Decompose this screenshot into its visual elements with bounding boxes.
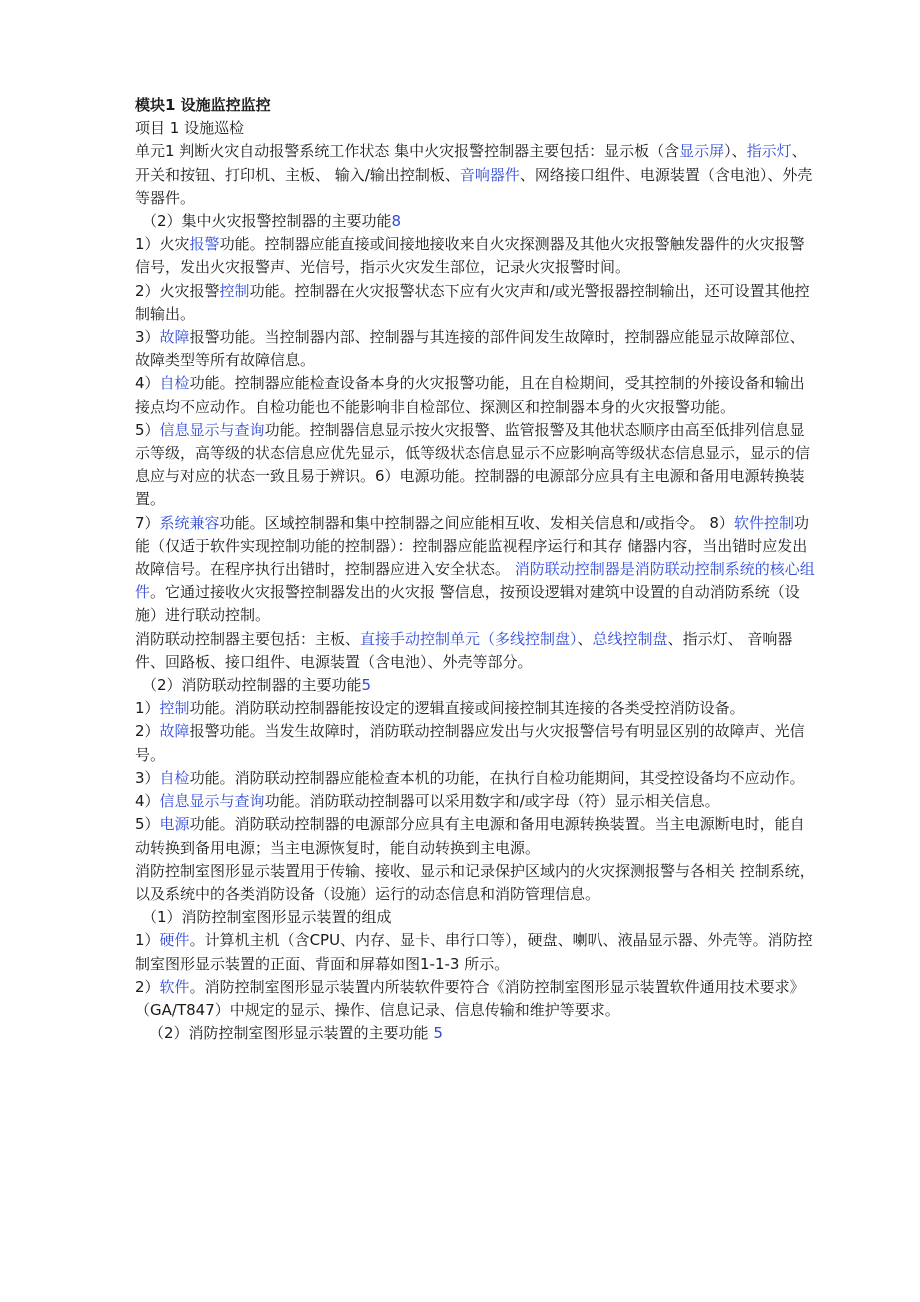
- text-run: 4）: [135, 792, 160, 811]
- highlighted-term: 硬件: [159, 931, 190, 950]
- text-run: 功能。区域控制器和集中控制器之间应能相互收、发相关信息和/或指令。 8）: [219, 513, 734, 532]
- text-run: 。消防控制室图形显示装置内所装软件要符合《消防控制室图形显示装置软件通用技术要求》（GA/T847）中规定的显示、操作、信息记录、信息传输和维护等要求。: [135, 977, 805, 1019]
- highlighted-term: 自检: [159, 768, 190, 787]
- paragraph: [135, 512, 815, 628]
- paragraph: [135, 697, 815, 720]
- text-run: 功能。消防联动控制器能按设定的逻辑直接或间接控制其连接的各类受控消防设备。: [189, 699, 745, 718]
- highlighted-term: 控制: [219, 281, 250, 300]
- paragraph: [135, 906, 815, 929]
- text-run: 项目 1 设施巡检: [135, 119, 245, 138]
- highlighted-term: 5: [361, 676, 372, 695]
- paragraph: [135, 976, 815, 1022]
- text-run: 报警功能。当控制器内部、控制器与其连接的部件间发生故障时，控制器应能显示故障部位、故障类型等所有故障信息。: [135, 328, 805, 370]
- paragraph: [135, 860, 815, 906]
- paragraph: [135, 372, 815, 418]
- highlighted-term: 总线控制盘: [592, 629, 668, 648]
- highlighted-term: 软件: [159, 977, 190, 996]
- highlighted-term: 直接手动控制单元（多线控制盘）: [360, 629, 578, 648]
- highlighted-term: 故障: [159, 722, 190, 741]
- highlighted-term: 软件控制: [733, 513, 794, 532]
- paragraph: [135, 94, 815, 117]
- text-run: 功能。消防联动控制器可以采用数字和/或字母（符）显示相关信息。: [264, 792, 720, 811]
- text-run: 消防联动控制器主要包括：主板、: [135, 629, 361, 648]
- text-run: 2）: [135, 722, 160, 741]
- text-run: 功能。控制器应能检查设备本身的火灾报警功能，且在自检期间，受其控制的外接设备和输出接点均不应动作。自检功能也不能影响非自检部位、探测区和控制器本身的火灾报警功能。: [135, 374, 805, 416]
- text-run: 3）: [135, 768, 160, 787]
- paragraph: [135, 813, 815, 859]
- highlighted-term: 电源: [159, 815, 190, 834]
- text-run: 、: [577, 629, 593, 648]
- text-run: （2）集中火灾报警控制器的主要功能: [142, 212, 392, 231]
- text-run: （1）消防控制室图形显示装置的组成: [142, 908, 392, 927]
- text-run: 5）: [135, 420, 160, 439]
- text-run: 消防控制室图形显示装置用于传输、接收、显示和记录保护区域内的火灾探测报警与各相关 控制系统，以及系统中的各类消防设备（设施）运行的动态信息和消防管理信息。: [135, 861, 815, 903]
- text-run: 功能（仅适于软件实现控制功能的控制器）：控制器应能监视程序运行和其存 储器内容，当出错时应发出故障信号。在程序执行出错时，控制器应进入安全状态。: [135, 513, 809, 579]
- highlighted-term: 消防联动控制器是消防联动控制系统的核心组件: [135, 560, 815, 602]
- text-run: ）、: [724, 142, 747, 161]
- highlighted-term: 信息显示与查询: [159, 420, 265, 439]
- document-body: [135, 94, 815, 1045]
- highlighted-term: 报警: [189, 235, 220, 254]
- text-run: 、指示灯、 音响器件、回路板、接口组件、电源装置（含电池）、外壳等部分。: [135, 629, 793, 671]
- text-run: （2）消防联动控制器的主要功能: [142, 676, 362, 695]
- highlighted-term: 自检: [159, 374, 190, 393]
- paragraph: [135, 140, 815, 210]
- paragraph: [135, 280, 815, 326]
- highlighted-term: 指示灯: [746, 142, 792, 161]
- text-run: 单元1 判断火灾自动报警系统工作状态 集中火灾报警控制器主要包括：显示板（含: [135, 142, 680, 161]
- text-run: 1）火灾: [135, 235, 190, 254]
- highlighted-term: 5: [433, 1024, 443, 1043]
- text-run: 1）: [135, 699, 160, 718]
- text-run: 5）: [135, 815, 160, 834]
- text-run: 2）火灾报警: [135, 281, 220, 300]
- highlighted-term: 8: [391, 212, 402, 231]
- text-run: 功能。消防联动控制器的电源部分应具有主电源和备用电源转换装置。当主电源断电时，能自动转换到备用电源；当主电源恢复时，能自动转换到主电源。: [135, 815, 805, 857]
- paragraph: [135, 929, 815, 975]
- paragraph: [135, 326, 815, 372]
- text-run: （2）消防控制室图形显示装置的主要功能: [149, 1024, 434, 1043]
- text-run: 。计算机主机（含CPU、内存、显卡、串行口等），硬盘、喇叭、液晶显示器、外壳等。消防控制室图形显示装置的正面、背面和屏幕如图1-1-3 所示。: [135, 931, 813, 973]
- highlighted-term: 显示屏: [679, 142, 725, 161]
- highlighted-term: 故障: [159, 328, 190, 347]
- highlighted-term: 控制: [159, 699, 190, 718]
- paragraph: [135, 628, 815, 674]
- text-run: 模块1 设施监控监控: [135, 96, 271, 114]
- highlighted-term: 音响器件: [459, 165, 520, 184]
- paragraph: [135, 790, 815, 813]
- text-run: 功能。控制器在火灾报警状态下应有火灾声和/或光警报器控制输出，还可设置其他控制输出。: [135, 281, 810, 323]
- text-run: 报警功能。当发生故障时，消防联动控制器应发出与火灾报警信号有明显区别的故障声、光信号。: [135, 722, 805, 764]
- text-run: 7）: [135, 513, 160, 532]
- paragraph: [135, 674, 815, 697]
- paragraph: [135, 233, 815, 279]
- paragraph: [135, 1022, 815, 1045]
- text-run: 。它通过接收火灾报警控制器发出的火灾报 警信息，按预设逻辑对建筑中设置的自动消防系统（设施）进行联动控制。: [135, 583, 800, 625]
- text-run: 4）: [135, 374, 160, 393]
- text-run: 功能。控制器应能直接或间接地接收来自火灾探测器及其他火灾报警触发器件的火灾报警信号，发出火灾报警声、光信号，指示火灾发生部位，记录火灾报警时间。: [135, 235, 805, 277]
- text-run: 功能。控制器信息显示按火灾报警、监管报警及其他状态顺序由高至低排列信息显示等级，高等级的状态信息应优先显示，低等级状态信息显示不应影响高等级状态信息显示，显示的信息应与对应的状态一致且易于辨识。6）电源功能。控制器的电源部分应具有主电源和备用电源转换装置。: [135, 420, 811, 509]
- text-run: 、开关和按钮、打印机、主板、 输入/输出控制板、: [135, 142, 807, 184]
- text-run: 3）: [135, 328, 160, 347]
- text-run: 功能。消防联动控制器应能检查本机的功能，在执行自检功能期间，其受控设备均不应动作。: [189, 768, 805, 787]
- text-run: 2）: [135, 977, 160, 996]
- paragraph: [135, 720, 815, 766]
- highlighted-term: 信息显示与查询: [159, 792, 265, 811]
- paragraph: [135, 210, 815, 233]
- text-run: 1）: [135, 931, 160, 950]
- paragraph: [135, 767, 815, 790]
- highlighted-term: 系统兼容: [159, 513, 220, 532]
- text-run: 、网络接口组件、电源装置（含电池）、外壳等器件。: [135, 165, 813, 207]
- paragraph: [135, 419, 815, 512]
- paragraph: [135, 117, 815, 140]
